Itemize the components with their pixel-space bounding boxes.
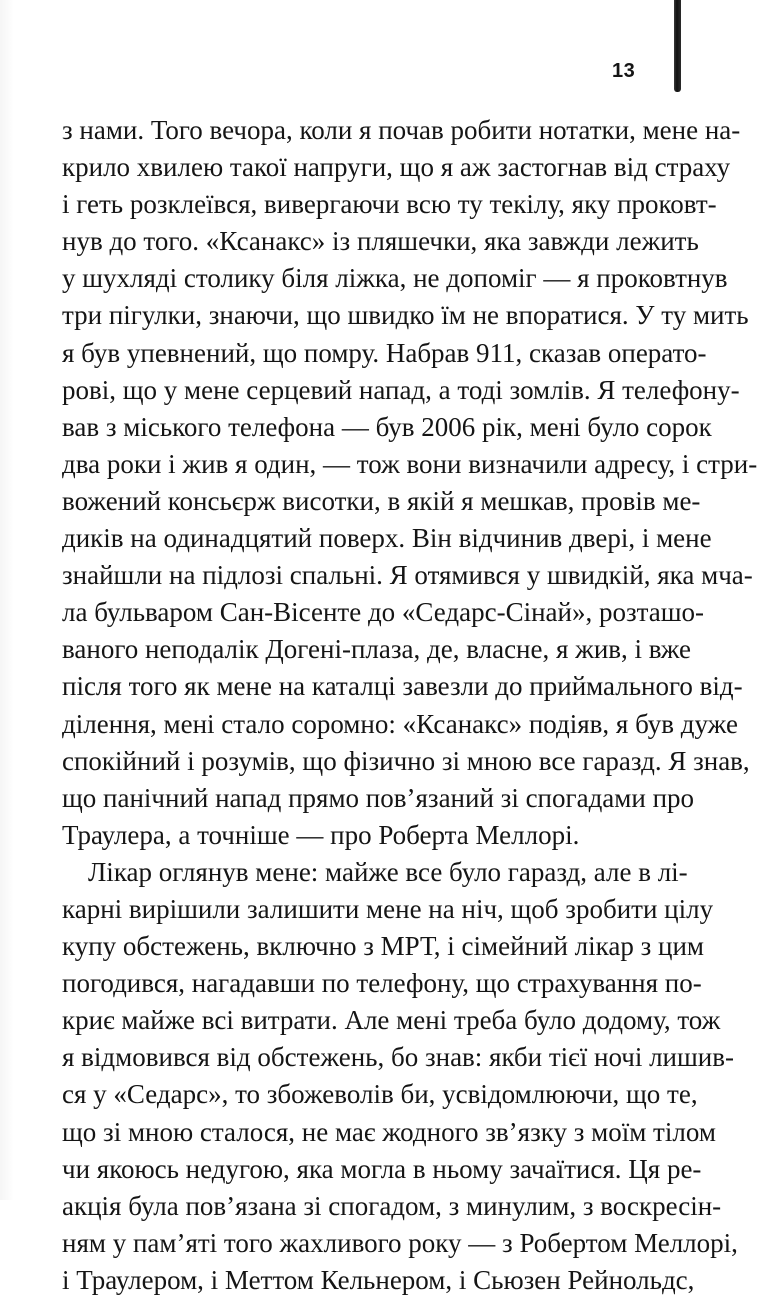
text-line: я був упевнений, що помру. Набрав 911, сказав операто- <box>62 337 707 368</box>
text-line: нув до того. «Ксанакс» із пляшечки, яка завжди лежить <box>62 226 699 257</box>
page-number: 13 <box>612 60 636 82</box>
text-line: спокійний і розумів, що фізично зі мною все гаразд. Я знав, <box>62 745 750 776</box>
text-line: я відмовився від обстежень, бо знав: якби тієї ночі лишив- <box>62 1042 734 1073</box>
scan-shadow <box>0 0 14 1200</box>
text-line: що зі мною сталося, не має жодного зв’язку з моїм тілом <box>62 1116 716 1147</box>
paragraph-end-line: Траулера, а точніше — про Роберта Меллорі. <box>62 819 580 850</box>
text-line: з нами. Того вечора, коли я почав робити нотатки, мене на- <box>62 115 741 145</box>
text-line: вав з міського телефона — був 2006 рік, мені було сорок <box>62 411 712 442</box>
text-line: крило хвилею такої напруги, що я аж застогнав від страху <box>62 152 731 183</box>
text-line: що панічний напад прямо пов’язаний зі спогадами про <box>62 782 695 813</box>
text-line: знайшли на підлозі спальні. Я отямився у швидкій, яка мча- <box>62 560 753 591</box>
text-line: рові, що у мене серцевий напад, а тоді зомлів. Я телефону- <box>62 374 740 405</box>
text-line: диків на одинадцятий поверх. Він відчинив двері, і мене <box>62 523 712 554</box>
text-line: два роки і жив я один, — тож вони визначили адресу, і стри- <box>62 448 757 479</box>
text-line: акція була пов’язана зі спогадом, з минулим, з воскресін- <box>62 1190 722 1221</box>
text-line: карні вирішили залишити мене на ніч, щоб зробити цілу <box>62 893 714 924</box>
text-line: ваного неподалік Догені-плаза, де, власне, я жив, і вже <box>62 634 692 665</box>
body-text <box>62 112 757 1299</box>
text-line: ся у «Седарс», то збожеволів би, усвідомлюючи, що те, <box>62 1079 698 1110</box>
text-line: і геть розклеївся, вивергаючи всю ту текілу, яку проковт- <box>62 189 717 220</box>
text-line: і Траулером, і Меттом Кельнером, і Сьюзен Рейнольдс, <box>62 1264 695 1295</box>
text-line: ням у пам’яті того жахливого року — з Робертом Меллорі, <box>62 1227 738 1258</box>
text-line: погодився, нагадавши по телефону, що страхування по- <box>62 968 702 999</box>
text-line: після того як мене на каталці завезли до приймального від- <box>62 671 743 702</box>
text-line: три пігулки, знаючи, що швидко їм не впоратися. У ту мить <box>62 300 749 331</box>
text-line: ділення, мені стало соромно: «Ксанакс» подіяв, я був дуже <box>62 708 738 739</box>
paragraph-start-line: Лікар оглянув мене: майже все було гаразд, але в лі- <box>88 856 688 887</box>
text-line: ла бульваром Сан-Вісенте до «Седарс-Сінай», розташо- <box>62 597 705 628</box>
page-edge-shadow <box>674 0 681 92</box>
text-line: купу обстежень, включно з МРТ, і сімейний лікар з цим <box>62 931 704 962</box>
text-line: чи якоюсь недугою, яка могла в ньому зачаїтися. Ця ре- <box>62 1153 702 1184</box>
text-line: криє майже всі витрати. Але мені треба було додому, тож <box>62 1005 721 1036</box>
text-line: вожений консьєрж висотки, в якій я мешкав, провів ме- <box>62 485 701 516</box>
text-line: у шухляді столику біля ліжка, не допоміг — я проковтнув <box>62 263 728 294</box>
